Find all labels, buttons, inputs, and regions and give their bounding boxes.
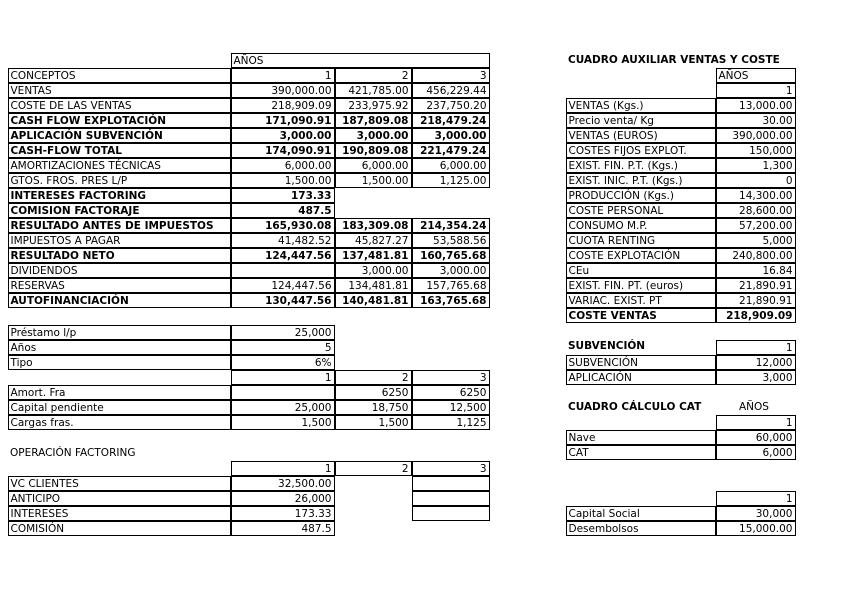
capital-row-label[interactable]: Desembolsos	[566, 521, 716, 536]
subvencion-row-value[interactable]: 3,000	[716, 370, 796, 385]
year-header[interactable]: 1	[231, 461, 335, 476]
value-cell[interactable]: 233,975.92	[335, 98, 412, 113]
loan-label[interactable]: Tipo	[8, 355, 231, 370]
row-label[interactable]: AUTOFINANCIACIÓN	[8, 293, 231, 308]
value-cell[interactable]: 1,500.00	[335, 173, 412, 188]
aux-row-label[interactable]: VARIAC. EXIST. PT	[566, 293, 716, 308]
year-header[interactable]: 1	[231, 68, 335, 83]
value-cell[interactable]: 174,090.91	[231, 143, 335, 158]
empty-cell[interactable]	[412, 491, 490, 506]
aux-row-label[interactable]: COSTE VENTAS	[566, 308, 716, 323]
aux-years-header[interactable]: AÑOS	[716, 68, 796, 83]
row-label[interactable]: COSTE DE LAS VENTAS	[8, 98, 231, 113]
year-header[interactable]: 1	[716, 491, 796, 506]
subvencion-row-value[interactable]: 12,000	[716, 355, 796, 370]
value-cell[interactable]: 3,000.00	[412, 263, 490, 278]
value-cell[interactable]: 218,909.09	[231, 98, 335, 113]
value-cell[interactable]: 163,765.68	[412, 293, 490, 308]
value-cell[interactable]: 6,000.00	[231, 158, 335, 173]
value-cell[interactable]: 53,588.56	[412, 233, 490, 248]
value-cell[interactable]: 26,000	[231, 491, 335, 506]
capital-row-label[interactable]: Capital Social	[566, 506, 716, 521]
capital-row-value[interactable]: 30,000	[716, 506, 796, 521]
aux-row-value[interactable]: 13,000.00	[716, 98, 796, 113]
cat-row-value[interactable]: 6,000	[716, 445, 796, 460]
row-label[interactable]: INTERESES FACTORING	[8, 188, 231, 203]
aux-title: CUADRO AUXILIAR VENTAS Y COSTE	[568, 54, 780, 66]
row-label[interactable]: VENTAS	[8, 83, 231, 98]
aux-row-label[interactable]: Precio venta/ Kg	[566, 113, 716, 128]
aux-row-value[interactable]: 16.84	[716, 263, 796, 278]
aux-row-value[interactable]: 21,890.91	[716, 293, 796, 308]
factoring-row-label[interactable]: VC CLIENTES	[8, 476, 231, 491]
year-header[interactable]: 1	[231, 370, 335, 385]
value-cell[interactable]: 124,447.56	[231, 278, 335, 293]
row-label[interactable]: RESERVAS	[8, 278, 231, 293]
aux-row-label[interactable]: VENTAS (Kgs.)	[566, 98, 716, 113]
empty-cell[interactable]	[412, 506, 490, 521]
aux-row-value[interactable]: 0	[716, 173, 796, 188]
value-cell[interactable]: 6250	[412, 385, 490, 400]
cat-row-label[interactable]: CAT	[566, 445, 716, 460]
aux-row-value[interactable]: 150,000	[716, 143, 796, 158]
value-cell[interactable]: 157,765.68	[412, 278, 490, 293]
value-cell[interactable]: 456,229.44	[412, 83, 490, 98]
value-cell[interactable]: 214,354.24	[412, 218, 490, 233]
row-label[interactable]: IMPUESTOS A PAGAR	[8, 233, 231, 248]
value-cell[interactable]: 1,500	[335, 415, 412, 430]
value-cell[interactable]: 124,447.56	[231, 248, 335, 263]
row-label[interactable]: COMISION FACTORAJE	[8, 203, 231, 218]
empty-cell[interactable]	[412, 476, 490, 491]
value-cell[interactable]: 6250	[335, 385, 412, 400]
value-cell[interactable]: 218,479.24	[412, 113, 490, 128]
value-cell[interactable]: 12,500	[412, 400, 490, 415]
aux-row-value[interactable]: 21,890.91	[716, 278, 796, 293]
value-cell[interactable]: 41,482.52	[231, 233, 335, 248]
row-label[interactable]: AMORTIZACIONES TÉCNICAS	[8, 158, 231, 173]
aux-row-value[interactable]: 5,000	[716, 233, 796, 248]
value-cell[interactable]: 221,479.24	[412, 143, 490, 158]
value-cell[interactable]: 6,000.00	[412, 158, 490, 173]
year-header[interactable]: 2	[335, 68, 412, 83]
aux-row-value[interactable]: 28,600.00	[716, 203, 796, 218]
value-cell[interactable]: 165,930.08	[231, 218, 335, 233]
loan-value[interactable]: 5	[231, 340, 335, 355]
aux-row-value[interactable]: 14,300.00	[716, 188, 796, 203]
aux-row-value[interactable]: 1,300	[716, 158, 796, 173]
value-cell[interactable]: 18,750	[335, 400, 412, 415]
aux-row-label[interactable]: COSTES FIJOS EXPLOT.	[566, 143, 716, 158]
subvencion-row-label[interactable]: APLICACIÓN	[566, 370, 716, 385]
value-cell[interactable]: 1,125	[412, 415, 490, 430]
value-cell[interactable]: 183,309.08	[335, 218, 412, 233]
value-cell[interactable]: 32,500.00	[231, 476, 335, 491]
aux-row-label[interactable]: CONSUMO M.P.	[566, 218, 716, 233]
value-cell[interactable]: 390,000.00	[231, 83, 335, 98]
value-cell[interactable]: 173.33	[231, 506, 335, 521]
aux-row-label[interactable]: VENTAS (EUROS)	[566, 128, 716, 143]
aux-row-label[interactable]: COSTE PERSONAL	[566, 203, 716, 218]
cat-years-header: AÑOS	[739, 401, 769, 413]
value-cell[interactable]: 487.5	[231, 203, 335, 218]
subvencion-title: SUBVENCIÓN	[568, 340, 646, 352]
value-cell[interactable]: 1,125.00	[412, 173, 490, 188]
factoring-row-label[interactable]: COMISIÓN	[8, 521, 231, 536]
value-cell[interactable]: 171,090.91	[231, 113, 335, 128]
year-header[interactable]: 2	[335, 370, 412, 385]
cat-row-value[interactable]: 60,000	[716, 430, 796, 445]
row-label[interactable]: RESULTADO ANTES DE IMPUESTOS	[8, 218, 231, 233]
row-label[interactable]: APLICACIÓN SUBVENCIÓN	[8, 128, 231, 143]
value-cell[interactable]: 134,481.81	[335, 278, 412, 293]
value-cell[interactable]: 1,500.00	[231, 173, 335, 188]
loan-label[interactable]: Años	[8, 340, 231, 355]
value-cell[interactable]: 3,000.00	[231, 128, 335, 143]
value-cell[interactable]: 1,500	[231, 415, 335, 430]
loan-row-label[interactable]: Capital pendiente	[8, 400, 231, 415]
value-cell[interactable]: 3,000.00	[335, 263, 412, 278]
value-cell[interactable]: 3,000.00	[412, 128, 490, 143]
year-header[interactable]: 1	[716, 83, 796, 98]
capital-row-value[interactable]: 15,000.00	[716, 521, 796, 536]
row-label[interactable]: CASH FLOW EXPLOTACIÓN	[8, 113, 231, 128]
row-label[interactable]: DIVIDENDOS	[8, 263, 231, 278]
aux-row-label[interactable]: CEu	[566, 263, 716, 278]
year-header[interactable]: 3	[412, 461, 490, 476]
row-label[interactable]: CASH-FLOW TOTAL	[8, 143, 231, 158]
value-cell[interactable]: 187,809.08	[335, 113, 412, 128]
value-cell[interactable]	[231, 385, 335, 400]
loan-row-label[interactable]: Cargas fras.	[8, 415, 231, 430]
aux-row-value[interactable]: 30.00	[716, 113, 796, 128]
year-header[interactable]: 1	[716, 415, 796, 430]
row-label[interactable]: CONCEPTOS	[8, 68, 231, 83]
aux-row-label[interactable]: PRODUCCIÓN (Kgs.)	[566, 188, 716, 203]
value-cell[interactable]: 45,827.27	[335, 233, 412, 248]
aux-row-value[interactable]: 218,909.09	[716, 308, 796, 323]
factoring-title: OPERACIÓN FACTORING	[10, 447, 136, 459]
loan-row-label[interactable]: Amort. Fra	[8, 385, 231, 400]
factoring-row-label[interactable]: ANTICIPO	[8, 491, 231, 506]
subvencion-row-label[interactable]: SUBVENCIÓN	[566, 355, 716, 370]
value-cell[interactable]: 25,000	[231, 400, 335, 415]
loan-value[interactable]: 25,000	[231, 325, 335, 340]
value-cell[interactable]: 190,809.08	[335, 143, 412, 158]
header-years[interactable]: AÑOS	[231, 53, 490, 68]
row-label[interactable]: RESULTADO NETO	[8, 248, 231, 263]
year-header[interactable]: 2	[335, 461, 412, 476]
value-cell[interactable]: 6,000.00	[335, 158, 412, 173]
year-header[interactable]: 1	[716, 340, 796, 355]
year-header[interactable]: 3	[412, 370, 490, 385]
value-cell[interactable]: 140,481.81	[335, 293, 412, 308]
aux-row-label[interactable]: EXIST. FIN. P.T. (Kgs.)	[566, 158, 716, 173]
value-cell[interactable]: 130,447.56	[231, 293, 335, 308]
cat-title: CUADRO CÁLCULO CAT	[568, 401, 702, 413]
aux-row-label[interactable]: CUOTA RENTING	[566, 233, 716, 248]
aux-row-value[interactable]: 240,800.00	[716, 248, 796, 263]
loan-label[interactable]: Préstamo l/p	[8, 325, 231, 340]
aux-row-value[interactable]: 390,000.00	[716, 128, 796, 143]
cat-row-label[interactable]: Nave	[566, 430, 716, 445]
value-cell[interactable]: 173.33	[231, 188, 335, 203]
value-cell[interactable]: 237,750.20	[412, 98, 490, 113]
value-cell[interactable]: 160,765.68	[412, 248, 490, 263]
aux-row-label[interactable]: EXIST. FIN. PT. (euros)	[566, 278, 716, 293]
aux-row-label[interactable]: COSTE EXPLOTACIÓN	[566, 248, 716, 263]
value-cell[interactable]	[231, 263, 335, 278]
row-label[interactable]: GTOS. FROS. PRES L/P	[8, 173, 231, 188]
loan-value[interactable]: 6%	[231, 355, 335, 370]
value-cell[interactable]: 487.5	[231, 521, 335, 536]
value-cell[interactable]: 137,481.81	[335, 248, 412, 263]
year-header[interactable]: 3	[412, 68, 490, 83]
value-cell[interactable]: 3,000.00	[335, 128, 412, 143]
factoring-row-label[interactable]: INTERESES	[8, 506, 231, 521]
aux-row-value[interactable]: 57,200.00	[716, 218, 796, 233]
value-cell[interactable]: 421,785.00	[335, 83, 412, 98]
aux-row-label[interactable]: EXIST. INIC. P.T. (Kgs.)	[566, 173, 716, 188]
